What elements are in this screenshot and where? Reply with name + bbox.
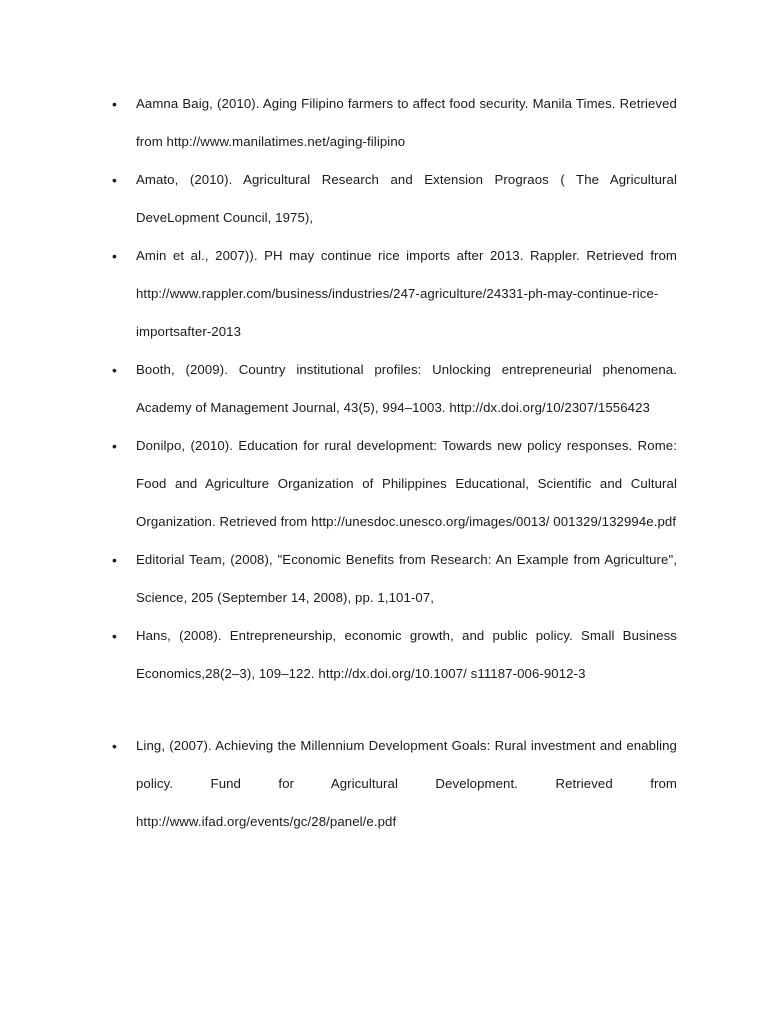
- reference-item-baig: [110, 85, 677, 161]
- bullet-icon: •: [112, 628, 118, 644]
- reference-text: Editorial Team, (2008), "Economic Benefits from Research: An Example from Agriculture", Science, 205 (September 14, 2008), pp. 1,101-07,: [136, 552, 677, 605]
- bullet-icon: •: [112, 552, 118, 568]
- reference-text: Hans, (2008). Entrepreneurship, economic growth, and public policy. Small Business Economics,28(2–3), 109–122. http://dx.doi.org/10.1007/ s11187-006-9012-3: [136, 628, 677, 681]
- reference-list: [110, 85, 677, 841]
- bullet-icon: •: [112, 438, 118, 454]
- bullet-icon: •: [112, 248, 118, 264]
- reference-text: Ling, (2007). Achieving the Millennium Development Goals: Rural investment and enabling policy. Fund for Agricultural Development. Retrieved from http://www.ifad.org/events/gc/28/panel/e.pdf: [136, 738, 677, 829]
- bullet-icon: •: [112, 172, 118, 188]
- reference-text: Donilpo, (2010). Education for rural development: Towards new policy responses. Rome: Food and Agriculture Organization of Philippines Educational, Scientific and Cultural Organization. Retrieved from http://unesdoc.unesco.org/images/0013/ 001329/132994e.pdf: [136, 438, 677, 529]
- reference-item-donilpo: [110, 427, 677, 541]
- reference-item-booth: [110, 351, 677, 427]
- bullet-icon: •: [112, 362, 118, 378]
- reference-item-amin: [110, 237, 677, 351]
- reference-text: Booth, (2009). Country institutional profiles: Unlocking entrepreneurial phenomena. Academy of Management Journal, 43(5), 994–1003. http://dx.doi.org/10/2307/1556423: [136, 362, 677, 415]
- reference-item-ling: [110, 727, 677, 841]
- reference-item-amato: [110, 161, 677, 237]
- reference-text: Amato, (2010). Agricultural Research and Extension Prograos ( The Agricultural DeveLopment Council, 1975),: [136, 172, 677, 225]
- bullet-icon: •: [112, 738, 118, 754]
- bullet-icon: •: [112, 96, 118, 112]
- reference-text: Aamna Baig, (2010). Aging Filipino farmers to affect food security. Manila Times. Retrieved from http://www.manilatimes.net/aging-filipino: [136, 96, 677, 149]
- reference-item-editorial-team: [110, 541, 677, 617]
- reference-text: Amin et al., 2007)). PH may continue rice imports after 2013. Rappler. Retrieved from http://www.rappler.com/business/industries/247-agriculture/24331-ph-may-continue-rice-importsafter-2013: [136, 248, 677, 339]
- reference-item-hans: [110, 617, 677, 693]
